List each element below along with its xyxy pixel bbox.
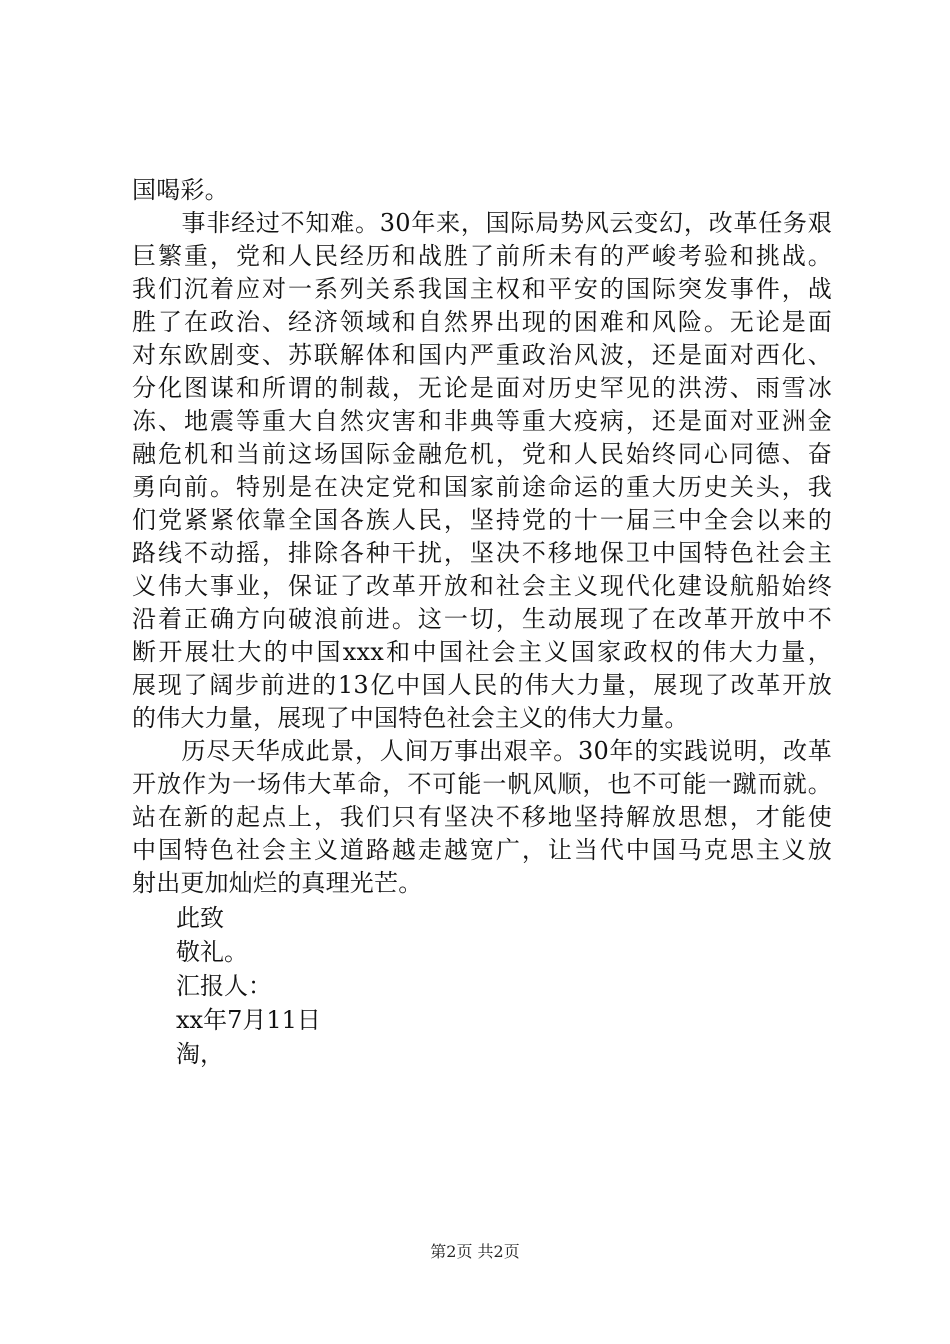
- reporter-label: 汇报人：: [176, 972, 272, 1000]
- text-line: 我们沉着应对一系列关系我国主权和平安的国际突发事件，战: [132, 275, 832, 303]
- text-line: 路线不动摇，排除各种干扰，坚决不移地保卫中国特色社会主: [132, 539, 832, 567]
- text-line: 义伟大事业，保证了改革开放和社会主义现代化建设航船始终: [132, 572, 832, 600]
- report-date: xx年7月11日: [176, 1006, 321, 1034]
- text-line: 中国特色社会主义道路越走越宽广，让当代中国马克思主义放: [132, 836, 832, 864]
- text-line: 胜了在政治、经济领域和自然界出现的困难和风险。无论是面: [132, 308, 832, 336]
- text-line: 们党紧紧依靠全国各族人民，坚持党的十一届三中全会以来的: [132, 506, 832, 534]
- text-line: 开放作为一场伟大革命，不可能一帆风顺，也不可能一蹴而就。: [132, 770, 832, 798]
- text-line: 断开展壮大的中国xxx和中国社会主义国家政权的伟大力量，: [132, 638, 832, 666]
- salutation: 此致: [176, 904, 224, 932]
- text-line: 展现了阔步前进的13亿中国人民的伟大力量，展现了改革开放: [132, 671, 832, 699]
- text-line: 分化图谋和所谓的制裁，无论是面对历史罕见的洪涝、雨雪冰: [132, 374, 832, 402]
- text-line: 对东欧剧变、苏联解体和国内严重政治风波，还是面对西化、: [132, 341, 832, 369]
- text-line: 巨繁重，党和人民经历和战胜了前所未有的严峻考验和挑战。: [132, 242, 832, 270]
- text-line: 历尽天华成此景，人间万事出艰辛。30年的实践说明，改革: [132, 737, 832, 765]
- text-line: 射出更加灿烂的真理光芒。: [132, 869, 423, 897]
- text-line: 勇向前。特别是在决定党和国家前途命运的重大历史关头，我: [132, 473, 832, 501]
- text-line: 的伟大力量，展现了中国特色社会主义的伟大力量。: [132, 704, 689, 732]
- text-line: 冻、地震等重大自然灾害和非典等重大疫病，还是面对亚洲金: [132, 407, 832, 435]
- text-line: 站在新的起点上，我们只有坚决不移地坚持解放思想，才能使: [132, 803, 832, 831]
- page-number-footer: 第2页 共2页: [430, 1242, 520, 1261]
- trailing-text: 淘，: [176, 1040, 224, 1068]
- text-line: 融危机和当前这场国际金融危机，党和人民始终同心同德、奋: [132, 440, 832, 468]
- text-line: 事非经过不知难。30年来，国际局势风云变幻，改革任务艰: [132, 209, 832, 237]
- regards: 敬礼。: [176, 938, 248, 966]
- text-line: 国喝彩。: [132, 176, 229, 204]
- text-line: 沿着正确方向破浪前进。这一切，生动展现了在改革开放中不: [132, 605, 832, 633]
